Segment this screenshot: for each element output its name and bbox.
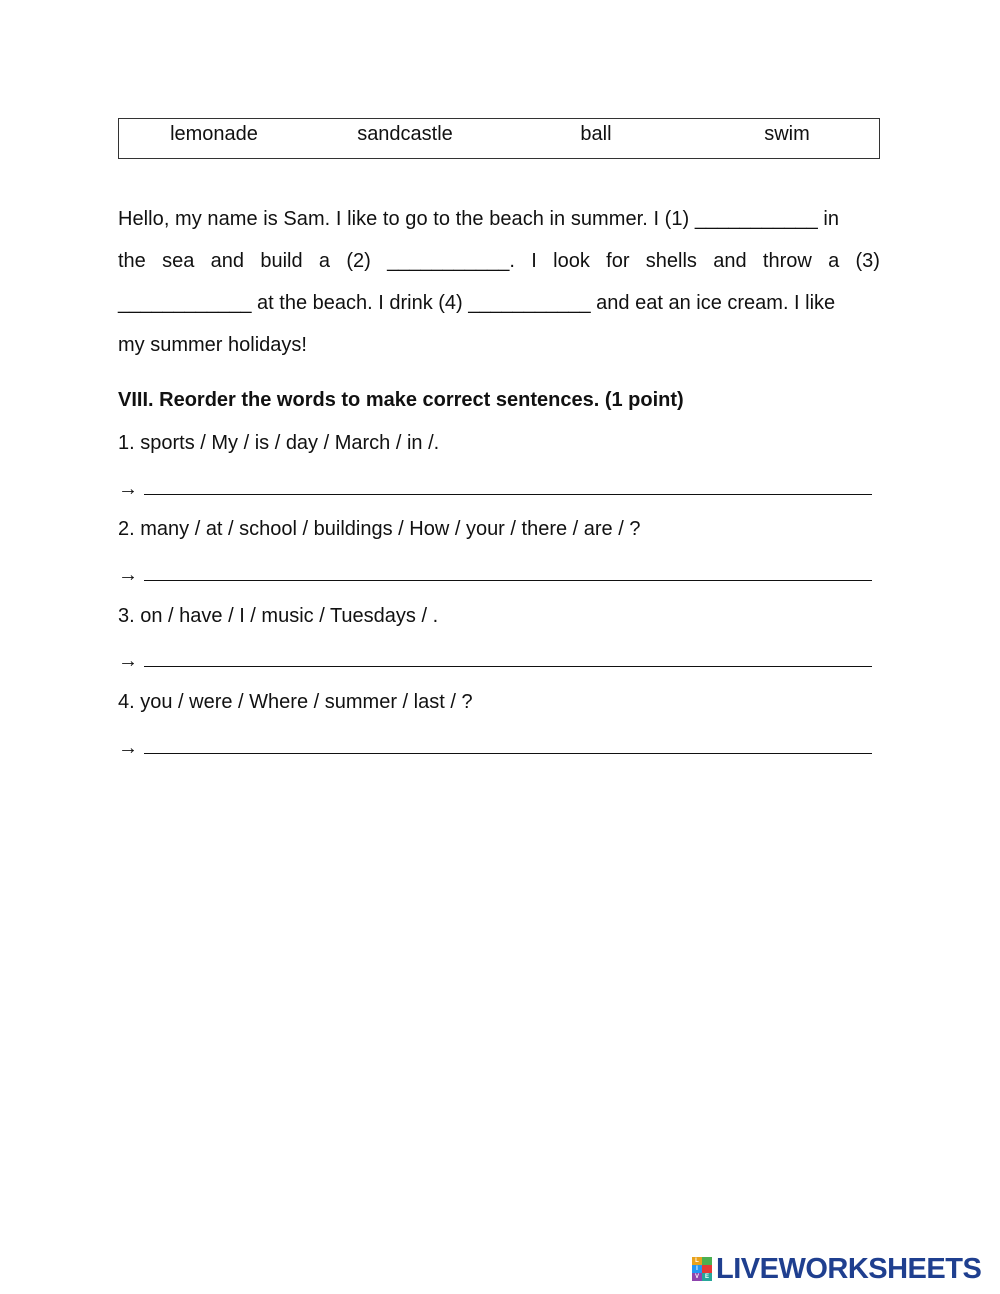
- passage-word: and: [713, 250, 747, 272]
- arrow-icon: →: [118, 478, 138, 500]
- passage-line-1: Hello, my name is Sam. I like to go to the beach in summer. I (1) ___________ in: [118, 208, 840, 230]
- answer-blank[interactable]: [144, 560, 872, 581]
- word-bank-item: sandcastle: [357, 123, 453, 145]
- logo-grid-icon: [692, 1257, 712, 1281]
- arrow-icon: →: [118, 564, 138, 586]
- reorder-item-2: 2. many / at / school / buildings / How / your / there / are / ?: [118, 518, 641, 540]
- passage-word: build: [260, 250, 303, 272]
- word-bank-item: ball: [580, 123, 612, 145]
- passage-word: throw: [762, 250, 812, 272]
- logo-tile: [702, 1265, 712, 1273]
- passage-word: shells: [645, 250, 697, 272]
- logo-tile: V: [692, 1273, 702, 1281]
- word-bank-box: [118, 118, 880, 159]
- section-heading: VIII. Reorder the words to make correct sentences. (1 point): [118, 389, 684, 411]
- answer-line-4[interactable]: [118, 733, 872, 762]
- answer-line-1[interactable]: [118, 474, 872, 503]
- liveworksheets-logo: [692, 1254, 981, 1284]
- answer-blank[interactable]: [144, 733, 872, 754]
- blank-2[interactable]: ___________.: [387, 250, 515, 272]
- passage-word: look: [553, 250, 590, 272]
- logo-tile: E: [702, 1273, 712, 1281]
- reorder-item-4: 4. you / were / Where / summer / last / ?: [118, 691, 473, 713]
- passage-word: the: [118, 250, 146, 272]
- fill-in-passage: [118, 198, 880, 366]
- logo-tile: [702, 1257, 712, 1265]
- passage-word: a: [828, 250, 840, 272]
- passage-word: (3): [855, 250, 880, 272]
- passage-line-4: my summer holidays!: [118, 334, 307, 356]
- answer-blank[interactable]: [144, 646, 872, 667]
- reorder-item-3: 3. on / have / I / music / Tuesdays / .: [118, 605, 439, 627]
- passage-word: (2): [346, 250, 371, 272]
- logo-text: LIVEWORKSHEETS: [716, 1252, 982, 1285]
- passage-word: and: [210, 250, 245, 272]
- logo-tile: L: [692, 1257, 702, 1265]
- arrow-icon: →: [118, 650, 138, 672]
- passage-word: I: [531, 250, 537, 272]
- passage-word: sea: [162, 250, 195, 272]
- passage-word: for: [606, 250, 630, 272]
- word-bank-item: swim: [764, 123, 810, 145]
- passage-word: a: [318, 250, 331, 272]
- logo-tile: I: [692, 1265, 702, 1273]
- passage-line-2: [118, 240, 880, 282]
- word-bank-item: lemonade: [170, 123, 258, 145]
- arrow-icon: →: [118, 737, 138, 759]
- answer-blank[interactable]: [144, 474, 872, 495]
- passage-line-3: ____________ at the beach. I drink (4) ___________ and eat an ice cream. I like: [118, 292, 836, 314]
- answer-line-2[interactable]: [118, 560, 872, 589]
- reorder-item-1: 1. sports / My / is / day / March / in /.: [118, 432, 440, 454]
- answer-line-3[interactable]: [118, 646, 872, 675]
